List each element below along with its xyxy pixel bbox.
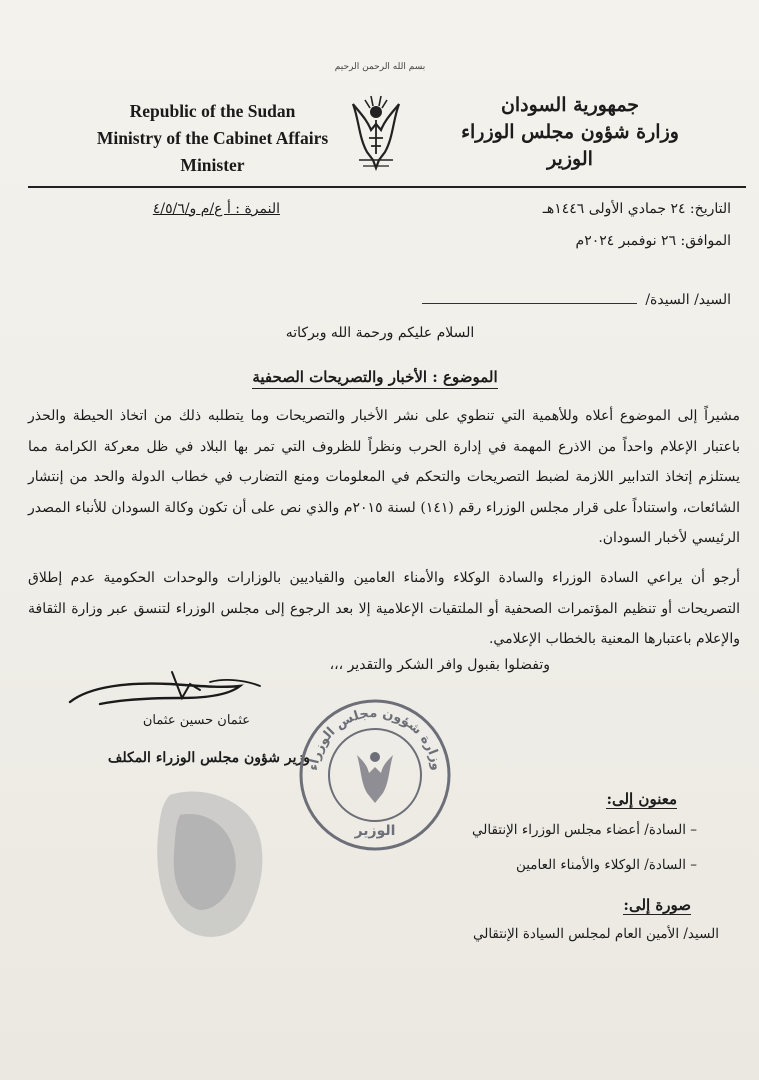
addressed-to-text: معنون إلى:: [606, 790, 677, 808]
secretary-bird-emblem: [345, 90, 407, 172]
copy-to-text: صورة إلى:: [623, 896, 691, 914]
ink-smudge: [150, 785, 280, 945]
minister-en: Minister: [180, 155, 245, 175]
arabic-letterhead: [440, 92, 700, 173]
reference-number: النمرة : أ ع/م و/٤/٥/٦: [152, 201, 280, 217]
recipient-1: – السادة/ أعضاء مجلس الوزراء الإنتقالي: [471, 822, 697, 838]
handwritten-signature: [60, 664, 270, 720]
ministry-ar: وزارة شؤون مجلس الوزراء: [461, 121, 679, 143]
addressee-label: السيد/ السيدة/: [645, 292, 731, 308]
addressee-line: [11, 291, 731, 308]
seal-ring-text: وزارة شؤون مجلس الوزراء: [306, 705, 444, 772]
copy-to-label: [571, 896, 691, 914]
body-paragraph-1: مشيراً إلى الموضوع أعلاه وللأهمية التي تنطوي على نشر الأخبار والتصريحات وما يتطلبه ذلك من اتخاذ الحيطة والحذر باعتبار الإعلام واحداً من الاذرع المهمة في إدارة الحرب ونظراً للظروف التي تمر بها البلاد في ظل معركة الكرامة مما يستلزم إتخاذ التدابير اللازمة لضبط التصريحات والتحكم في المعلومات ومنع التضارب في خطاب الدولة والحد من إنتشار الشائعات، واستناداً على قرار مجلس الوزراء رقم (١٤١) لسنة ٢٠١٥م والذي نص على أن تكون وكالة السودان للأنباء المصدر الرئيسي لأخبار السودان.: [28, 408, 740, 547]
subject-line: [160, 368, 590, 386]
closing-line: وتفضلوا بقبول وافر الشكر والتقدير ،،،: [329, 657, 550, 673]
minister-ar: الوزير: [547, 148, 593, 170]
subject-text: الموضوع : الأخبار والتصريحات الصحفية: [252, 368, 497, 389]
header-divider: [28, 186, 746, 188]
seal-bottom-text: الوزير: [354, 823, 396, 839]
english-letterhead: [75, 98, 350, 179]
greeting: السلام عليكم ورحمة الله وبركاته: [285, 325, 475, 341]
republic-ar: جمهورية السودان: [500, 94, 640, 116]
copy-recipient-1: السيد/ الأمين العام لمجلس السيادة الإنتقالي: [472, 926, 719, 942]
signer-name: عثمان حسين عثمان: [142, 713, 250, 728]
addressed-to-label: [557, 790, 677, 808]
signer-title: وزير شؤون مجلس الوزراء المكلف: [107, 750, 310, 766]
republic-en: Republic of the Sudan: [129, 101, 296, 121]
basmala: بسم الله الرحمن الرحيم: [334, 62, 426, 72]
recipient-2: – السادة/ الوكلاء والأمناء العامين: [515, 857, 697, 873]
ministry-en: Ministry of the Cabinet Affairs: [96, 128, 329, 148]
body-paragraph-2: أرجو أن يراعي السادة الوزراء والسادة الوكلاء والأمناء العامين والقياديين بالوزارات والوحدات الحكومية عدم إطلاق التصريحات أو تنظيم المؤتمرات الصحفية أو الملتقيات الإعلامية إلا بعد الرجوع إلى مجلس الوزراء لتنسق عبر وزارة الثقافة والإعلام باعتبارها المعنية بالخطاب الإعلامي.: [28, 570, 740, 648]
date-hijri: التاريخ: ٢٤ جمادي الأولى ١٤٤٦هـ: [542, 201, 731, 217]
addressee-blank: [422, 291, 637, 304]
date-gregorian: الموافق: ٢٦ نوفمبر ٢٠٢٤م: [575, 233, 731, 249]
